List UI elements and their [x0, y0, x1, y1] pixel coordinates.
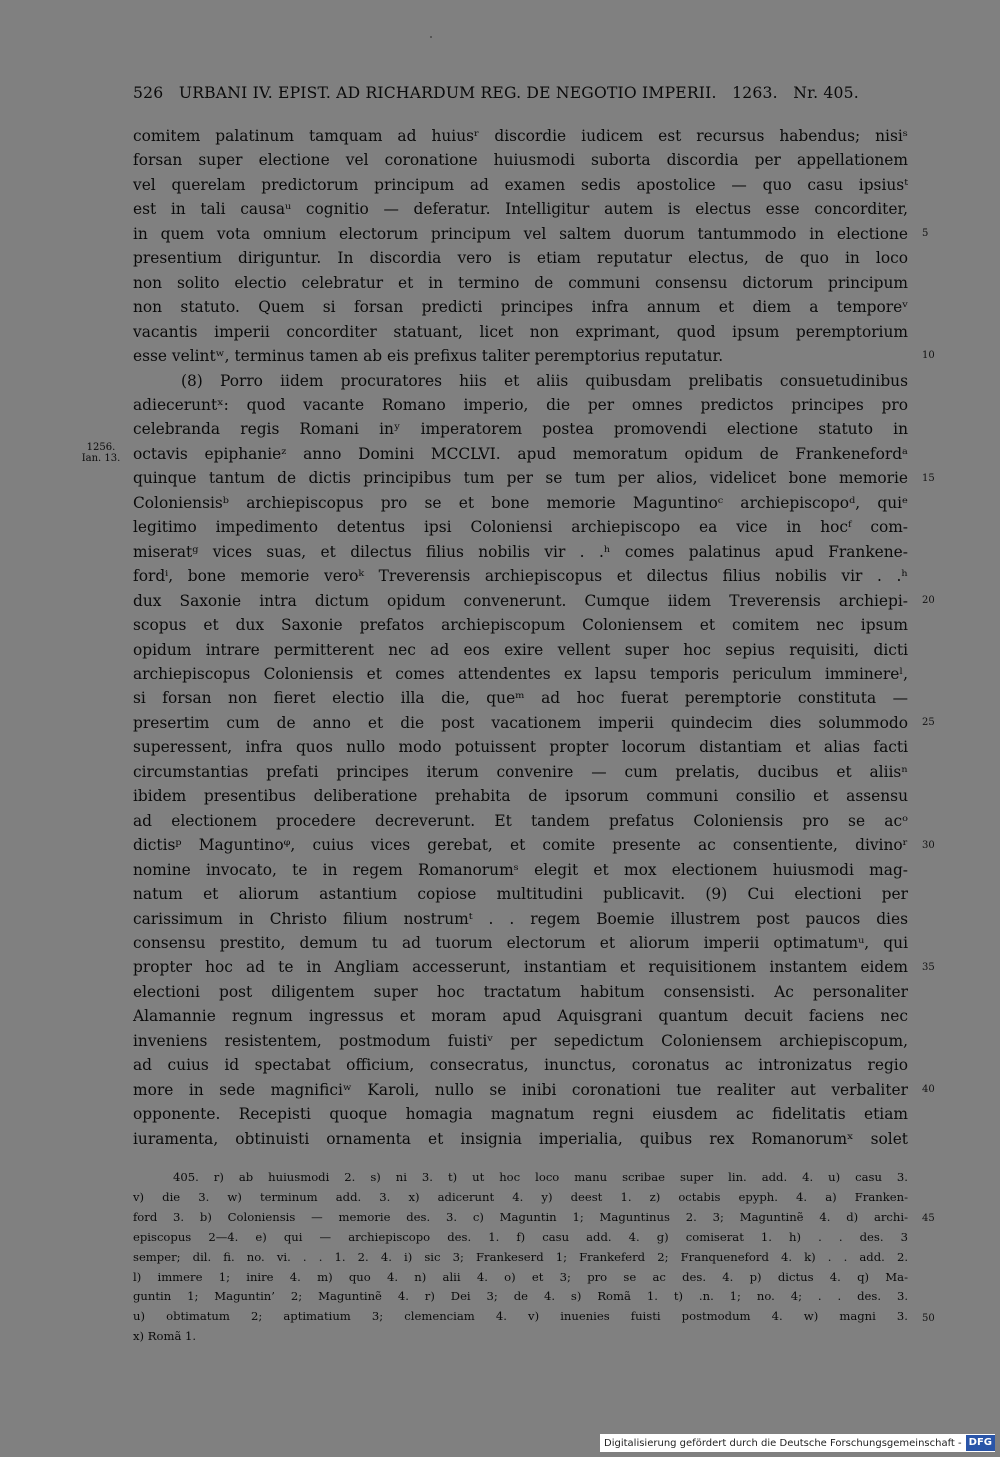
text-line: celebranda regis Romani inʸ imperatorem postea promovendi electione statuto in — [133, 420, 908, 439]
text-line: propter hoc ad te in Angliam accesserunt, instantiam et requisitionem instantem eidem — [133, 958, 908, 977]
line-number: 45 — [922, 1213, 935, 1224]
footnote-line: 405. r) ab huiusmodi 2. s) ni 3. t) ut hoc loco manu scribae super lin. add. 4. u) casu 3. — [173, 1170, 908, 1184]
footnote-line: ford 3. b) Coloniensis — memorie des. 3. c) Maguntin 1; Maguntinus 2. 3; Maguntinẽ 4. d) archi- — [133, 1209, 908, 1224]
text-line: vel querelam predictorum principum ad examen sedis apostolice — quo casu ipsiusᵗ — [133, 175, 908, 194]
running-title: URBANI IV. EPIST. AD RICHARDUM REG. DE NEGOTIO IMPERII. — [178, 84, 717, 102]
text-line: opponente. Recepisti quoque homagia magnatum regni eiusdem ac fidelitatis etiam — [133, 1105, 908, 1124]
footnote-line: u) obtimatum 2; aptimatium 3; clemenciam 4. v) inuenies fuisti postmodum 4. w) magni 3. — [133, 1309, 908, 1324]
text-line: fordⁱ, bone memorie veroᵏ Treverensis archiepiscopus et dilectus filius nobilis vir . .ʰ — [133, 567, 908, 586]
text-line: ibidem presentibus deliberatione prehabita de ipsorum communi consilio et assensu — [133, 787, 908, 806]
text-line: esse velintʷ, terminus tamen ab eis prefixus taliter peremptorius reputatur. — [133, 347, 724, 366]
text-line: adieceruntˣ: quod vacante Romano imperio, die per omnes predictos principes pro — [133, 395, 908, 414]
line-number: 50 — [922, 1313, 935, 1324]
text-line: est in tali causaᵘ cognitio — deferatur. Intelligitur autem is electus esse concorditer, — [133, 200, 908, 219]
footnote-line: semper; dil. fi. no. vi. . . 1. 2. 4. i) sic 3; Frankeserd 1; Frankeferd 2; Franqueneford 4. k) . . add. 2. — [133, 1249, 908, 1264]
text-line: (8) Porro iidem procuratores hiis et aliis quibusdam prelibatis consuetudinibus — [181, 371, 908, 390]
text-line: presertim cum de anno et die post vacationem imperii quindecim dies solummodo — [133, 713, 908, 732]
text-line: natum et aliorum astantium copiose multitudini publicavit. (9) Cui electioni per — [133, 885, 908, 904]
margin-date-year: 1256. — [86, 442, 116, 453]
footnote-line: v) die 3. w) terminum add. 3. x) adicerunt 4. y) deest 1. z) octabis epyph. 4. a) Franken- — [133, 1189, 908, 1204]
footnotes — [133, 1168, 908, 1347]
page-number: 526 — [133, 84, 164, 102]
text-line: nomine invocato, te in regem Romanorumˢ elegit et mox electionem huiusmodi mag- — [133, 860, 908, 879]
text-line: in quem vota omnium electorum principum vel saltem duorum tantummodo in electione — [133, 224, 908, 243]
text-line: superessent, infra quos nullo modo potuissent propter locorum distantiam et alias facti — [133, 738, 908, 757]
line-number: 25 — [922, 717, 935, 728]
credit-text: Digitalisierung gefördert durch die Deutsche Forschungsgemeinschaft - — [604, 1437, 962, 1449]
text-line: vacantis imperii concorditer statuant, licet non exprimant, quod ipsum peremptorium — [133, 322, 908, 341]
line-number: 20 — [922, 595, 935, 606]
running-header — [133, 84, 863, 102]
text-line: quinque tantum de dictis principibus tum per se tum per alios, videlicet bone memorie — [133, 469, 908, 488]
line-number: 40 — [922, 1084, 935, 1095]
text-line: non solito electio celebratur et in termino de communi consensu dictorum principum — [133, 273, 908, 292]
text-line: miseratᵍ vices suas, et dilectus filius nobilis vir . .ʰ comes palatinus apud Frankene- — [133, 542, 908, 561]
text-line: ad electionem procedere decreverunt. Et tandem prefatus Coloniensis pro se acᵒ — [133, 811, 908, 830]
margin-date — [78, 442, 124, 464]
footnote-line: episcopus 2—4. e) qui — archiepiscopo des. 1. f) casu add. 4. g) comiserat 1. h) . . des. 3 — [133, 1229, 908, 1244]
text-line: si forsan non fieret electio illa die, queᵐ ad hoc fuerat peremptorie constituta — — [133, 689, 908, 708]
text-line: scopus et dux Saxonie prefatos archiepiscopum Coloniensem et comitem nec ipsum — [133, 616, 908, 635]
text-line: archiepiscopus Coloniensis et comes attendentes ex lapsu temporis periculum imminereˡ, — [133, 664, 908, 683]
line-number: 10 — [922, 350, 935, 361]
text-line: opidum intrare permitterent nec ad eos exire vellent super hoc sepius requisiti, dicti — [133, 640, 908, 659]
text-line: more in sede magnificiʷ Karoli, nullo se inibi coronationi tue realiter aut verbaliter — [133, 1080, 908, 1099]
footnote-line: l) immere 1; inire 4. m) quo 4. n) alii 4. o) et 3; pro se ac des. 4. p) dictus 4. q) Ma- — [133, 1269, 908, 1284]
footnote-line: guntin 1; Maguntin’ 2; Maguntinẽ 4. r) Dei 3; de 4. s) Romã 1. t) .n. 1; no. 4; . . des. 3. — [133, 1289, 908, 1304]
header-year: 1263. — [732, 84, 778, 102]
text-line: Alamannie regnum ingressus et moram apud Aquisgrani quantum decuit faciens nec — [133, 1007, 908, 1026]
text-line: iuramenta, obtinuisti ornamenta et insignia imperialia, quibus rex Romanorumˣ solet — [133, 1129, 908, 1148]
text-line: forsan super electione vel coronatione huiusmodi suborta discordia per appellationem — [133, 151, 908, 170]
text-line: Coloniensisᵇ archiepiscopus pro se et bone memorie Maguntinoᶜ archiepiscopoᵈ, quiᵉ — [133, 493, 908, 512]
main-text — [133, 124, 908, 1151]
text-line: ad cuius id spectabat officium, consecratus, inunctus, coronatus ac intronizatus regio — [133, 1056, 908, 1075]
text-line: non statuto. Quem si forsan predicti principes infra annum et diem a temporeᵛ — [133, 298, 908, 317]
text-line: legitimo impedimento detentus ipsi Coloniensi archiepiscopo ea vice in hocᶠ com- — [133, 518, 908, 537]
text-line: electioni post diligentem super hoc tractatum habitum consensisti. Ac personaliter — [133, 982, 908, 1001]
document-number: Nr. 405. — [793, 84, 859, 102]
text-line: dux Saxonie intra dictum opidum convenerunt. Cumque iidem Treverensis archiepi- — [133, 591, 908, 610]
dfg-logo: DFG — [966, 1435, 995, 1451]
text-line: presentium diriguntur. In discordia vero is etiam reputatur electus, de quo in loco — [133, 249, 908, 268]
line-number: 5 — [922, 228, 929, 239]
text-line: circumstantias prefati principes iterum convenire — cum prelatis, ducibus et aliisⁿ — [133, 762, 908, 781]
text-line: inveniens resistentem, postmodum fuistiᵛ per sepedictum Coloniensem archiepiscopum, — [133, 1031, 908, 1050]
margin-date-day: Ian. 13. — [81, 453, 121, 464]
text-line: consensu prestito, demum tu ad tuorum electorum et aliorum imperii optimatumᵘ, qui — [133, 933, 908, 952]
text-line: dictisᵖ Maguntinoᵠ, cuius vices gerebat, et comite presente ac consentiente, divinoʳ — [133, 836, 908, 855]
line-number: 15 — [922, 473, 935, 484]
digitization-credit — [600, 1434, 995, 1452]
line-number: 35 — [922, 962, 935, 973]
text-line: carissimum in Christo filium nostrumᵗ . . regem Boemie illustrem post paucos dies — [133, 909, 908, 928]
scan-speck — [430, 36, 432, 38]
footnote-line: x) Romã 1. — [133, 1329, 197, 1344]
text-line: comitem palatinum tamquam ad huiusʳ discordie iudicem est recursus habendus; nisiˢ — [133, 127, 908, 145]
line-number: 30 — [922, 840, 935, 851]
text-line: octavis epiphanieᶻ anno Domini MCCLVI. apud memoratum opidum de Frankenefordᵃ — [133, 444, 908, 463]
